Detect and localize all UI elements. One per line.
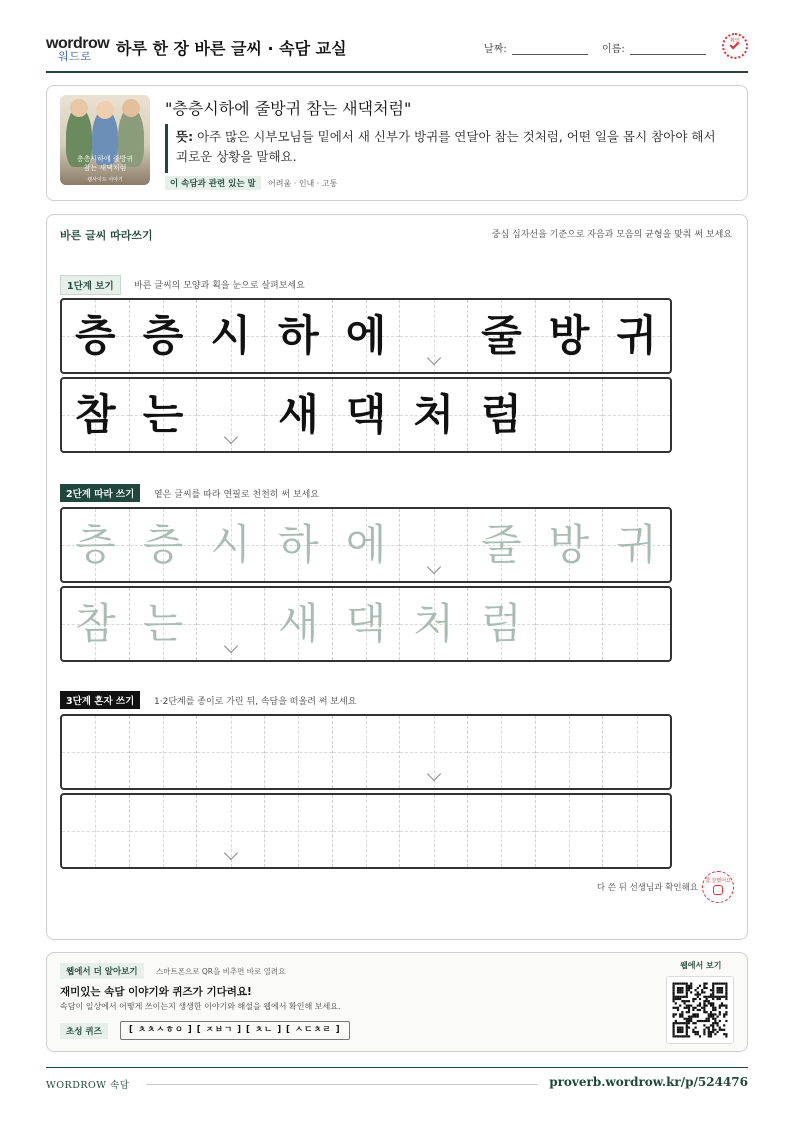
grid-cell[interactable] — [400, 795, 468, 867]
name-label: 이름: — [602, 44, 625, 55]
step1-description: 바른 글씨의 모양과 획을 눈으로 살펴보세요 — [134, 281, 305, 291]
step3-description: 1·2단계를 종이로 가린 뒤, 속담을 떠올려 써 보세요 — [154, 697, 357, 707]
footer-rule — [146, 1084, 538, 1085]
qr-label: 웹에서 보기 — [680, 961, 722, 970]
grid-cell[interactable] — [603, 588, 670, 660]
grid-character: 처 — [413, 599, 454, 648]
grid-cell[interactable] — [130, 588, 198, 660]
grid-character: 층 — [142, 520, 184, 569]
teacher-stamp-icon — [702, 871, 734, 903]
grid-cell[interactable] — [197, 795, 265, 867]
grid-cell — [468, 379, 536, 451]
grid-cell — [62, 300, 130, 372]
grid-cell[interactable] — [130, 509, 198, 581]
footer-brand: WORDROW 속담 — [46, 1080, 130, 1091]
grid-cell — [265, 300, 333, 372]
grid-cell[interactable] — [130, 716, 198, 788]
grid-cell — [130, 300, 198, 372]
illustration-caption: 층층시하에 줄방귀 참는 새댁처럼 — [76, 155, 134, 172]
step3-row-2[interactable] — [60, 793, 672, 869]
grid-character: 처 — [413, 390, 454, 439]
grid-character: 시 — [210, 520, 251, 569]
step2-description: 옅은 글씨를 따라 연필로 천천히 써 보세요 — [154, 490, 319, 500]
grid-cell[interactable] — [333, 509, 401, 581]
step1-row-1 — [60, 298, 672, 374]
grid-character: 줄 — [481, 311, 522, 360]
chosung-quiz: [ ㅊㅊㅅㅎㅇ ] [ ㅈㅂㄱ ] [ ㅊㄴ ] [ ㅅㄷㅊㄹ ] — [120, 1021, 350, 1040]
grid-character: 참 — [75, 599, 116, 648]
grid-cell[interactable] — [468, 509, 536, 581]
web-badge: 웹에서 더 알아보기 — [60, 963, 144, 979]
grid-cell — [400, 379, 468, 451]
check-stamp-icon — [722, 33, 748, 59]
grid-cell[interactable] — [333, 588, 401, 660]
grid-cell[interactable] — [130, 795, 198, 867]
grid-cell — [536, 300, 604, 372]
grid-cell[interactable] — [265, 588, 333, 660]
grid-character: 참 — [75, 390, 116, 439]
grid-cell[interactable] — [603, 509, 670, 581]
space-marker-icon — [427, 767, 441, 781]
grid-cell[interactable] — [468, 795, 536, 867]
meaning-label: 뜻: — [176, 129, 194, 144]
grid-character: 럼 — [481, 390, 522, 439]
space-marker-icon — [224, 639, 238, 653]
grid-character: 귀 — [616, 520, 657, 569]
grid-cell[interactable] — [265, 795, 333, 867]
grid-cell[interactable] — [536, 716, 604, 788]
grid-character: 새 — [278, 599, 319, 648]
proverb-meaning — [176, 127, 724, 167]
grid-cell[interactable] — [62, 716, 130, 788]
grid-cell[interactable] — [62, 509, 130, 581]
footer-divider — [46, 1067, 748, 1068]
grid-cell[interactable] — [468, 716, 536, 788]
wordrow-logo — [46, 34, 108, 64]
grid-character: 럼 — [481, 599, 522, 648]
grid-character: 층 — [75, 311, 116, 360]
qr-code-icon[interactable] — [666, 976, 734, 1044]
page-title: 하루 한 장 바른 글씨 · 속담 교실 — [116, 39, 347, 58]
grid-character: 에 — [345, 520, 387, 569]
grid-cell[interactable] — [197, 588, 265, 660]
step2-row-2[interactable] — [60, 586, 672, 662]
related-words-label: 이 속담과 관련 있는 말 — [165, 176, 261, 190]
grid-character: 층 — [75, 520, 116, 569]
step2-badge: 2단계 따라 쓰기 — [60, 484, 140, 502]
step3-badge: 3단계 혼자 쓰기 — [60, 691, 140, 709]
grid-character: 댁 — [345, 390, 387, 439]
proverb-illustration — [60, 95, 150, 185]
space-marker-icon — [224, 430, 238, 444]
grid-character: 는 — [142, 390, 184, 439]
header-divider — [46, 71, 748, 73]
grid-cell — [536, 379, 604, 451]
grid-cell[interactable] — [400, 588, 468, 660]
grid-character: 줄 — [481, 520, 522, 569]
step3-row-1[interactable] — [60, 714, 672, 790]
web-title: 재미있는 속담 이야기와 퀴즈가 기다려요! — [60, 986, 252, 998]
grid-cell[interactable] — [333, 716, 401, 788]
practice-section-title: 바른 글씨 따라쓰기 — [60, 229, 153, 242]
space-marker-icon — [427, 351, 441, 365]
grid-character: 는 — [142, 599, 184, 648]
grid-character: 하 — [278, 520, 319, 569]
grid-cell — [265, 379, 333, 451]
grid-cell[interactable] — [62, 588, 130, 660]
grid-cell[interactable] — [333, 795, 401, 867]
web-text: 속담이 일상에서 어떻게 쓰이는지 생생한 이야기와 해설을 웹에서 확인해 보세요. — [60, 1002, 341, 1011]
grid-cell — [130, 379, 198, 451]
grid-cell[interactable] — [603, 795, 670, 867]
logo-text: wordrow — [46, 35, 110, 52]
grid-cell[interactable] — [62, 795, 130, 867]
grid-cell — [197, 379, 265, 451]
grid-cell[interactable] — [603, 716, 670, 788]
grid-character: 귀 — [616, 311, 657, 360]
grid-character: 하 — [278, 311, 319, 360]
grid-cell — [197, 300, 265, 372]
grid-cell[interactable] — [536, 509, 604, 581]
proverb-title: "층층시하에 줄방귀 참는 새댁처럼" — [165, 99, 412, 118]
grid-cell — [62, 379, 130, 451]
grid-cell[interactable] — [197, 509, 265, 581]
date-field[interactable] — [512, 54, 588, 55]
grid-cell[interactable] — [536, 795, 604, 867]
grid-character: 시 — [210, 311, 251, 360]
quiz-label: 초성 퀴즈 — [60, 1023, 108, 1039]
grid-character: 층 — [142, 311, 184, 360]
meaning-accent-bar — [165, 124, 168, 173]
grid-character: 에 — [345, 311, 387, 360]
teacher-check-note: 다 쓴 뒤 선생님과 확인해요 — [596, 883, 698, 893]
grid-character: 방 — [548, 520, 590, 569]
illustration-subcaption: 웹사이트 이야기 — [87, 177, 123, 183]
web-badge-description: 스마트폰으로 QR을 비추면 바로 열려요 — [156, 967, 286, 976]
logo-subtext: 워드로 — [58, 50, 92, 63]
step1-row-2 — [60, 377, 672, 453]
grid-character: 방 — [548, 311, 590, 360]
related-keywords: 어려움 · 인내 · 고통 — [268, 179, 338, 188]
grid-cell[interactable] — [536, 588, 604, 660]
step1-badge: 1단계 보기 — [60, 275, 121, 295]
step2-row-1[interactable] — [60, 507, 672, 583]
grid-cell[interactable] — [468, 588, 536, 660]
space-marker-icon — [427, 560, 441, 574]
practice-section-note: 중심 십자선을 기준으로 자음과 모음의 균형을 맞춰 써 보세요 — [491, 230, 732, 240]
grid-cell[interactable] — [265, 509, 333, 581]
name-field[interactable] — [630, 54, 706, 55]
check-stamp-label: 확인 — [730, 38, 740, 44]
grid-character: 댁 — [345, 599, 387, 648]
date-label: 날짜: — [484, 44, 507, 55]
grid-cell — [468, 300, 536, 372]
grid-character: 새 — [278, 390, 319, 439]
space-marker-icon — [224, 846, 238, 860]
grid-cell — [603, 379, 670, 451]
grid-cell[interactable] — [265, 716, 333, 788]
grid-cell[interactable] — [400, 716, 468, 788]
grid-cell[interactable] — [197, 716, 265, 788]
grid-cell — [603, 300, 670, 372]
meaning-text: 아주 많은 시부모님들 밑에서 새 신부가 방귀를 연달아 참는 것처럼, 어떤 일을 몹시 참아야 해서 괴로운 상황을 말해요. — [176, 129, 716, 164]
grid-cell[interactable] — [400, 509, 468, 581]
grid-cell — [400, 300, 468, 372]
footer-url[interactable]: proverb.wordrow.kr/p/524476 — [549, 1075, 748, 1089]
teacher-stamp-label: 참 잘했어요 — [705, 878, 731, 884]
grid-cell — [333, 300, 401, 372]
grid-cell — [333, 379, 401, 451]
